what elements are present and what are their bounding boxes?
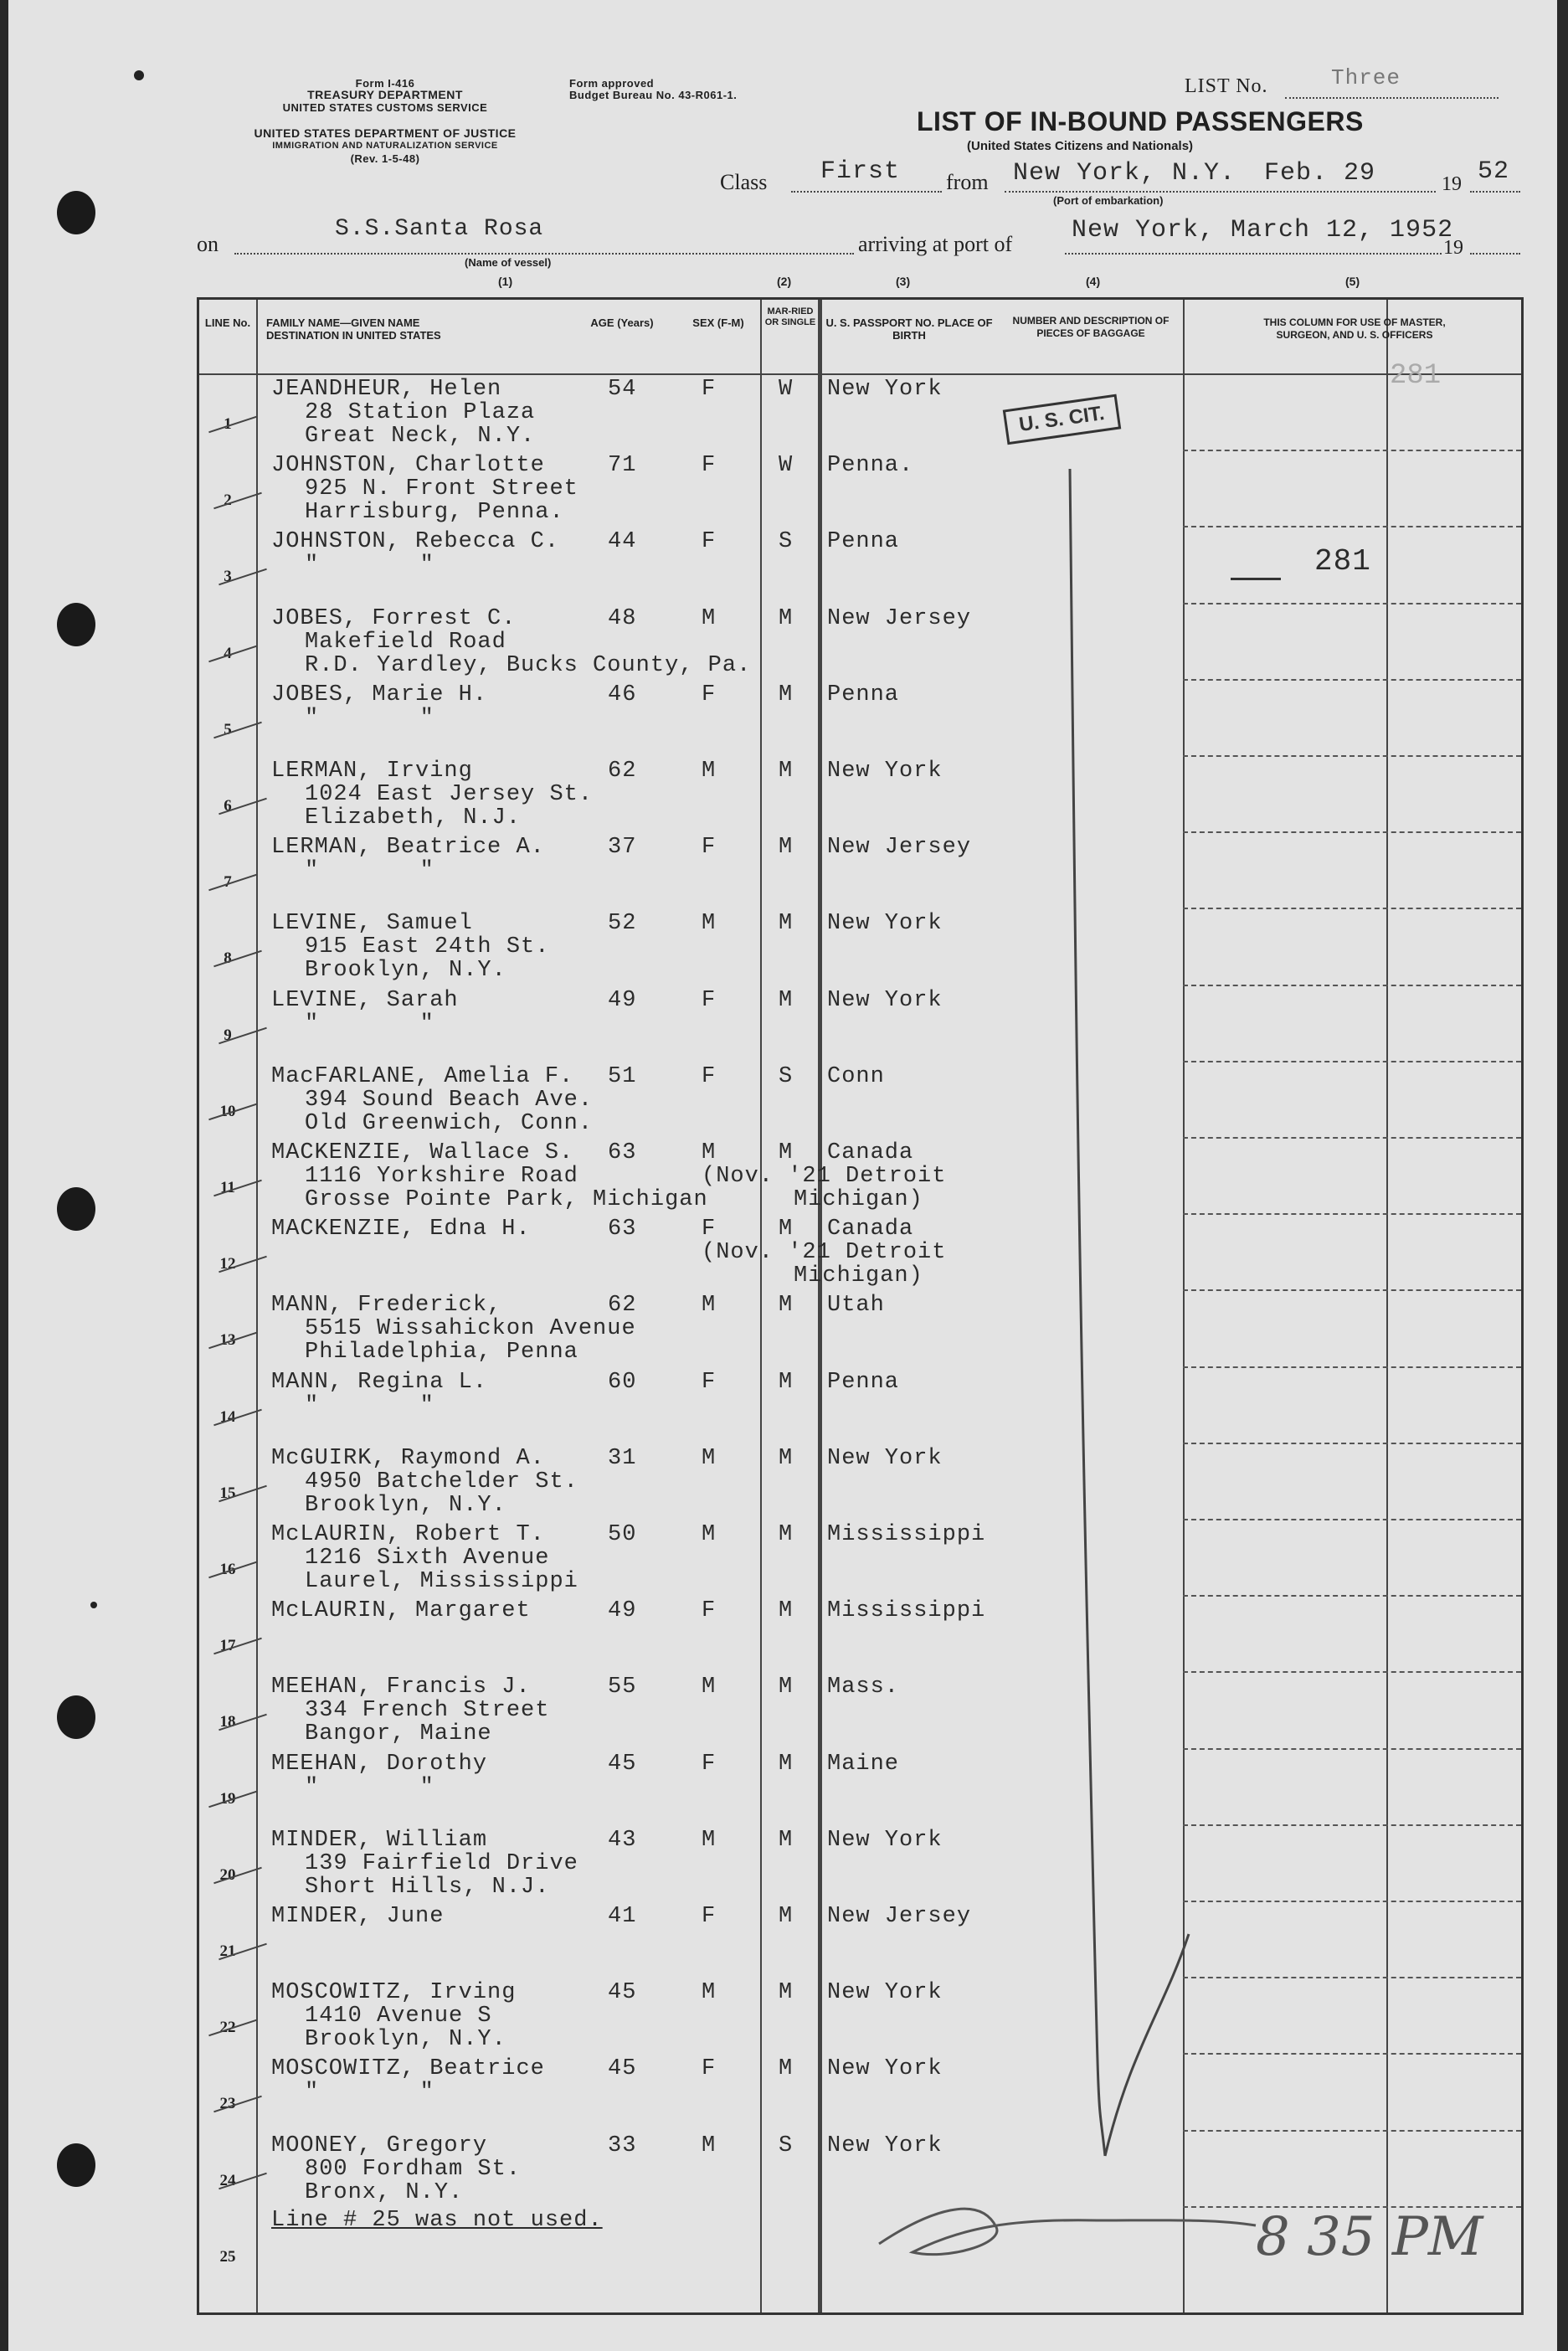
line-number: 6 xyxy=(224,797,232,815)
passenger-address: Makefield Road xyxy=(305,629,506,655)
passenger-age: 49 xyxy=(608,987,637,1013)
customs-label: UNITED STATES CUSTOMS SERVICE xyxy=(282,101,488,114)
passenger-birthplace: New York xyxy=(827,377,943,402)
passenger-sex: M xyxy=(702,1445,717,1471)
ins-label: IMMIGRATION AND NATURALIZATION SERVICE xyxy=(272,141,498,151)
passenger-sex: F xyxy=(702,1904,717,1929)
line-number: 17 xyxy=(219,1637,236,1655)
passenger-birthplace: Mississippi xyxy=(827,1598,986,1624)
line-number: 18 xyxy=(219,1713,236,1731)
passenger-age: 44 xyxy=(608,529,637,555)
column-number: (2) xyxy=(777,275,792,288)
passenger-address: 1410 Avenue S xyxy=(305,2004,492,2029)
passenger-sex: M xyxy=(702,1522,717,1547)
passenger-name: MINDER, William xyxy=(271,1827,488,1853)
line-number: 7 xyxy=(224,873,232,892)
signature-time-annotation: 8 35 PM xyxy=(1256,2206,1483,2268)
passenger-sex: F xyxy=(702,987,717,1013)
passenger-name: MEEHAN, Dorothy xyxy=(271,1751,488,1777)
line-number: 14 xyxy=(219,1407,236,1426)
passenger-birthplace: New York xyxy=(827,987,943,1013)
passenger-marital-status: M xyxy=(779,1445,794,1471)
treasury-label: TREASURY DEPARTMENT xyxy=(307,88,463,101)
passenger-age: 54 xyxy=(608,377,637,402)
passenger-birthplace: Maine xyxy=(827,1751,900,1777)
passenger-age: 45 xyxy=(608,1751,637,1777)
vessel-caption: (Name of vessel) xyxy=(465,256,552,269)
naturalization-note: Michigan) xyxy=(794,1263,923,1289)
passenger-marital-status: W xyxy=(779,453,794,479)
footer-note: Line # 25 was not used. xyxy=(271,2207,603,2233)
arrival-year-prefix: 19 xyxy=(1443,237,1463,259)
baggage-column-header: NUMBER AND DESCRIPTION OF PIECES OF BAGGAGE xyxy=(1012,315,1170,339)
passenger-address: Great Neck, N.Y. xyxy=(305,424,536,449)
naturalization-note: (Nov. '21 Detroit xyxy=(702,1164,947,1189)
passenger-address: 139 Fairfield Drive xyxy=(305,1850,578,1876)
arriving-label: arriving at port of xyxy=(858,232,1013,256)
passenger-sex: M xyxy=(702,605,717,631)
passenger-sex: M xyxy=(702,1140,717,1165)
passenger-address: " " xyxy=(305,1011,434,1037)
passenger-address: " " xyxy=(305,553,434,579)
passenger-address: Bangor, Maine xyxy=(305,1721,492,1747)
passenger-age: 37 xyxy=(608,835,637,861)
passenger-age: 62 xyxy=(608,759,637,784)
passenger-name: MANN, Frederick, xyxy=(271,1293,502,1319)
passenger-name: LEVINE, Samuel xyxy=(271,911,473,937)
passenger-marital-status: W xyxy=(779,377,794,402)
line-number: 8 xyxy=(224,949,232,968)
line-number: 20 xyxy=(219,1865,236,1884)
on-label: on xyxy=(197,232,218,256)
passenger-age: 46 xyxy=(608,682,637,707)
passenger-sex: F xyxy=(702,377,717,402)
passenger-address: Short Hills, N.J. xyxy=(305,1874,550,1900)
passenger-birthplace: New Jersey xyxy=(827,605,972,631)
passenger-name: LERMAN, Beatrice A. xyxy=(271,835,545,861)
passenger-address: 394 Sound Beach Ave. xyxy=(305,1087,594,1113)
passenger-address: Brooklyn, N.Y. xyxy=(305,2027,506,2053)
column-number: (5) xyxy=(1345,275,1360,288)
passenger-marital-status: M xyxy=(779,605,794,631)
column-number: (4) xyxy=(1086,275,1101,288)
page-title: LIST OF IN-BOUND PASSENGERS xyxy=(917,106,1364,136)
passenger-birthplace: New York xyxy=(827,759,943,784)
passenger-birthplace: Canada xyxy=(827,1217,914,1242)
column-number: (3) xyxy=(896,275,911,288)
vessel-value: S.S.Santa Rosa xyxy=(335,216,544,242)
line-number: 12 xyxy=(219,1255,236,1273)
passenger-sex: M xyxy=(702,1675,717,1700)
passenger-name: McGUIRK, Raymond A. xyxy=(271,1445,545,1471)
passenger-address: 1216 Sixth Avenue xyxy=(305,1546,550,1571)
passenger-name: MOSCOWITZ, Irving xyxy=(271,1980,517,2006)
passenger-address: 925 N. Front Street xyxy=(305,476,578,502)
passenger-address: 800 Fordham St. xyxy=(305,2156,522,2182)
passenger-age: 63 xyxy=(608,1217,637,1242)
passenger-name: MACKENZIE, Wallace S. xyxy=(271,1140,574,1165)
year-prefix: 19 xyxy=(1442,173,1462,195)
passenger-marital-status: S xyxy=(779,2132,794,2158)
passenger-name: MACKENZIE, Edna H. xyxy=(271,1217,531,1242)
passenger-sex: M xyxy=(702,759,717,784)
passenger-marital-status: M xyxy=(779,911,794,937)
passenger-address: 1116 Yorkshire Road xyxy=(305,1164,578,1189)
passenger-marital-status: M xyxy=(779,1369,794,1395)
passenger-age: 51 xyxy=(608,1063,637,1089)
officer-annotation: 281 xyxy=(1390,360,1442,392)
line-number: 23 xyxy=(219,2095,236,2113)
line-number: 2 xyxy=(224,491,232,510)
passenger-birthplace: New York xyxy=(827,911,943,937)
passenger-birthplace: Penna. xyxy=(827,453,914,479)
officer-annotation: 281 xyxy=(1314,544,1371,579)
passenger-address: 915 East 24th St. xyxy=(305,934,550,960)
passenger-age: 52 xyxy=(608,911,637,937)
sex-column-header: SEX (F-M) xyxy=(692,316,744,329)
passenger-sex: M xyxy=(702,1293,717,1319)
naturalization-note: Michigan) xyxy=(794,1187,923,1212)
passenger-marital-status: M xyxy=(779,987,794,1013)
passenger-birthplace: Penna xyxy=(827,1369,900,1395)
passenger-birthplace: New Jersey xyxy=(827,1904,972,1929)
passenger-name: MOONEY, Gregory xyxy=(271,2132,488,2158)
passenger-birthplace: Penna xyxy=(827,682,900,707)
passenger-address: 28 Station Plaza xyxy=(305,400,536,425)
passenger-marital-status: M xyxy=(779,1980,794,2006)
passenger-address: " " xyxy=(305,1774,434,1800)
passenger-address: " " xyxy=(305,858,434,884)
line-number: 22 xyxy=(219,2019,236,2037)
passenger-address: 5515 Wissahickon Avenue xyxy=(305,1316,636,1342)
passenger-name: MEEHAN, Francis J. xyxy=(271,1675,531,1700)
passenger-marital-status: M xyxy=(779,1827,794,1853)
line-number: 10 xyxy=(219,1102,236,1120)
passenger-sex: F xyxy=(702,529,717,555)
budget-bureau-label: Budget Bureau No. 43-R061-1. xyxy=(569,89,738,101)
year-value: 52 xyxy=(1478,157,1510,186)
line-number: 13 xyxy=(219,1331,236,1350)
passenger-age: 41 xyxy=(608,1904,637,1929)
passenger-marital-status: M xyxy=(779,759,794,784)
arrival-port-value: New York, March 12, 1952 xyxy=(1072,216,1454,244)
passenger-marital-status: M xyxy=(779,1751,794,1777)
passenger-name: McLAURIN, Margaret xyxy=(271,1598,531,1624)
list-number-label: LIST No. xyxy=(1185,75,1268,97)
form-approved-label: Form approved xyxy=(569,77,655,90)
page-subtitle: (United States Citizens and Nationals) xyxy=(967,139,1194,153)
passenger-sex: M xyxy=(702,1980,717,2006)
passenger-age: 62 xyxy=(608,1293,637,1319)
passenger-age: 50 xyxy=(608,1522,637,1547)
passenger-address: " " xyxy=(305,705,434,731)
passenger-name: MOSCOWITZ, Beatrice xyxy=(271,2056,545,2082)
passenger-marital-status: M xyxy=(779,1293,794,1319)
passenger-age: 45 xyxy=(608,2056,637,2082)
passenger-birthplace: New York xyxy=(827,1980,943,2006)
passenger-sex: M xyxy=(702,911,717,937)
passenger-address: Old Greenwich, Conn. xyxy=(305,1110,594,1136)
passenger-address: 334 French Street xyxy=(305,1698,550,1724)
passenger-marital-status: M xyxy=(779,682,794,707)
column-number: (1) xyxy=(498,275,513,288)
passenger-sex: F xyxy=(702,835,717,861)
passenger-marital-status: M xyxy=(779,1675,794,1700)
passenger-name: LEVINE, Sarah xyxy=(271,987,459,1013)
passenger-sex: M xyxy=(702,2132,717,2158)
line-number: 25 xyxy=(219,2247,236,2266)
passenger-age: 60 xyxy=(608,1369,637,1395)
passenger-name: LERMAN, Irving xyxy=(271,759,473,784)
passenger-name: MANN, Regina L. xyxy=(271,1369,488,1395)
passenger-marital-status: M xyxy=(779,1904,794,1929)
passenger-sex: F xyxy=(702,1217,717,1242)
passenger-name: JEANDHEUR, Helen xyxy=(271,377,502,402)
line-number: 1 xyxy=(224,415,232,433)
passenger-birthplace: Penna xyxy=(827,529,900,555)
passenger-sex: F xyxy=(702,1751,717,1777)
passenger-marital-status: M xyxy=(779,1598,794,1624)
passenger-sex: F xyxy=(702,1063,717,1089)
passenger-address: 4950 Batchelder St. xyxy=(305,1469,578,1494)
line-number: 15 xyxy=(219,1484,236,1502)
passenger-address: Bronx, N.Y. xyxy=(305,2179,464,2205)
passenger-address: 1024 East Jersey St. xyxy=(305,782,594,807)
passenger-marital-status: M xyxy=(779,835,794,861)
handwritten-marks xyxy=(8,0,1557,2351)
list-number-value: Three xyxy=(1331,65,1401,90)
passenger-address: R.D. Yardley, Bucks County, Pa. xyxy=(305,652,752,678)
line-number: 19 xyxy=(219,1789,236,1808)
line-number: 3 xyxy=(224,568,232,586)
passenger-age: 48 xyxy=(608,605,637,631)
naturalization-note: (Nov. '21 Detroit xyxy=(702,1240,947,1266)
passenger-address: Grosse Pointe Park, Michigan xyxy=(305,1187,708,1212)
line-number: 9 xyxy=(224,1026,232,1044)
line-number: 5 xyxy=(224,720,232,738)
passenger-address: Laurel, Mississippi xyxy=(305,1569,578,1594)
line-number: 24 xyxy=(219,2171,236,2189)
passenger-birthplace: New Jersey xyxy=(827,835,972,861)
class-value: First xyxy=(820,157,901,186)
passenger-address: Elizabeth, N.J. xyxy=(305,805,522,831)
passenger-name: JOBES, Marie H. xyxy=(271,682,488,707)
passenger-address: Brooklyn, N.Y. xyxy=(305,1492,506,1518)
passenger-list-page xyxy=(8,0,1557,2351)
passenger-address: " " xyxy=(305,1392,434,1418)
form-number: Form I-416 xyxy=(355,77,415,90)
passenger-birthplace: Canada xyxy=(827,1140,914,1165)
passenger-address: Philadelphia, Penna xyxy=(305,1340,578,1366)
passenger-address: " " xyxy=(305,2080,434,2106)
passenger-name: JOHNSTON, Rebecca C. xyxy=(271,529,560,555)
from-label: from xyxy=(946,170,989,194)
passenger-marital-status: M xyxy=(779,2056,794,2082)
passenger-birthplace: Mississippi xyxy=(827,1522,986,1547)
passenger-age: 55 xyxy=(608,1675,637,1700)
line-column-header: LINE No. xyxy=(204,316,251,329)
passenger-age: 43 xyxy=(608,1827,637,1853)
passenger-sex: F xyxy=(702,2056,717,2082)
port-embarkation-caption: (Port of embarkation) xyxy=(1053,194,1164,207)
passenger-sex: F xyxy=(702,1598,717,1624)
passenger-sex: F xyxy=(702,682,717,707)
passenger-sex: F xyxy=(702,1369,717,1395)
passenger-birthplace: Mass. xyxy=(827,1675,900,1700)
line-number: 11 xyxy=(220,1179,235,1196)
passenger-marital-status: S xyxy=(779,1063,794,1089)
justice-label: UNITED STATES DEPARTMENT OF JUSTICE xyxy=(254,126,517,140)
passenger-name: MINDER, June xyxy=(271,1904,445,1929)
passenger-age: 71 xyxy=(608,453,637,479)
passenger-address: Brooklyn, N.Y. xyxy=(305,958,506,984)
passenger-birthplace: New York xyxy=(827,1445,943,1471)
passenger-birthplace: New York xyxy=(827,2132,943,2158)
age-column-header: AGE (Years) xyxy=(590,316,654,329)
line-number: 4 xyxy=(224,644,232,662)
passenger-age: 31 xyxy=(608,1445,637,1471)
passenger-age: 63 xyxy=(608,1140,637,1165)
passenger-marital-status: M xyxy=(779,1140,794,1165)
passenger-age: 45 xyxy=(608,1980,637,2006)
passenger-marital-status: S xyxy=(779,529,794,555)
revision-label: (Rev. 1-5-48) xyxy=(350,152,420,165)
passenger-birthplace: New York xyxy=(827,2056,943,2082)
passenger-name: JOHNSTON, Charlotte xyxy=(271,453,545,479)
passenger-marital-status: M xyxy=(779,1522,794,1547)
married-column-header: MAR-RIED OR SINGLE xyxy=(764,306,816,327)
passenger-birthplace: Utah xyxy=(827,1293,885,1319)
embark-date-value: Feb. 29 xyxy=(1264,159,1376,188)
line-number: 16 xyxy=(219,1561,236,1578)
port-embarkation-value: New York, N.Y. xyxy=(1013,159,1236,188)
passenger-age: 49 xyxy=(608,1598,637,1624)
passenger-name: McLAURIN, Robert T. xyxy=(271,1522,545,1547)
passenger-name: JOBES, Forrest C. xyxy=(271,605,517,631)
passenger-sex: F xyxy=(702,453,717,479)
passenger-name: MacFARLANE, Amelia F. xyxy=(271,1063,574,1089)
passenger-address: Harrisburg, Penna. xyxy=(305,500,564,526)
passport-column-header: U. S. PASSPORT NO. PLACE OF BIRTH xyxy=(825,316,993,342)
us-citizen-stamp: U. S. CIT. xyxy=(1003,394,1121,445)
line-number: 21 xyxy=(219,1942,236,1960)
name-column-header: FAMILY NAME—GIVEN NAME DESTINATION IN UNITED STATES xyxy=(266,316,441,342)
class-label: Class xyxy=(720,170,768,194)
passenger-birthplace: New York xyxy=(827,1827,943,1853)
passenger-sex: M xyxy=(702,1827,717,1853)
passenger-marital-status: M xyxy=(779,1217,794,1242)
passenger-birthplace: Conn xyxy=(827,1063,885,1089)
passenger-age: 33 xyxy=(608,2132,637,2158)
officers-column-header: THIS COLUMN FOR USE OF MASTER, SURGEON, AND U. S. OFFICERS xyxy=(1263,316,1446,341)
